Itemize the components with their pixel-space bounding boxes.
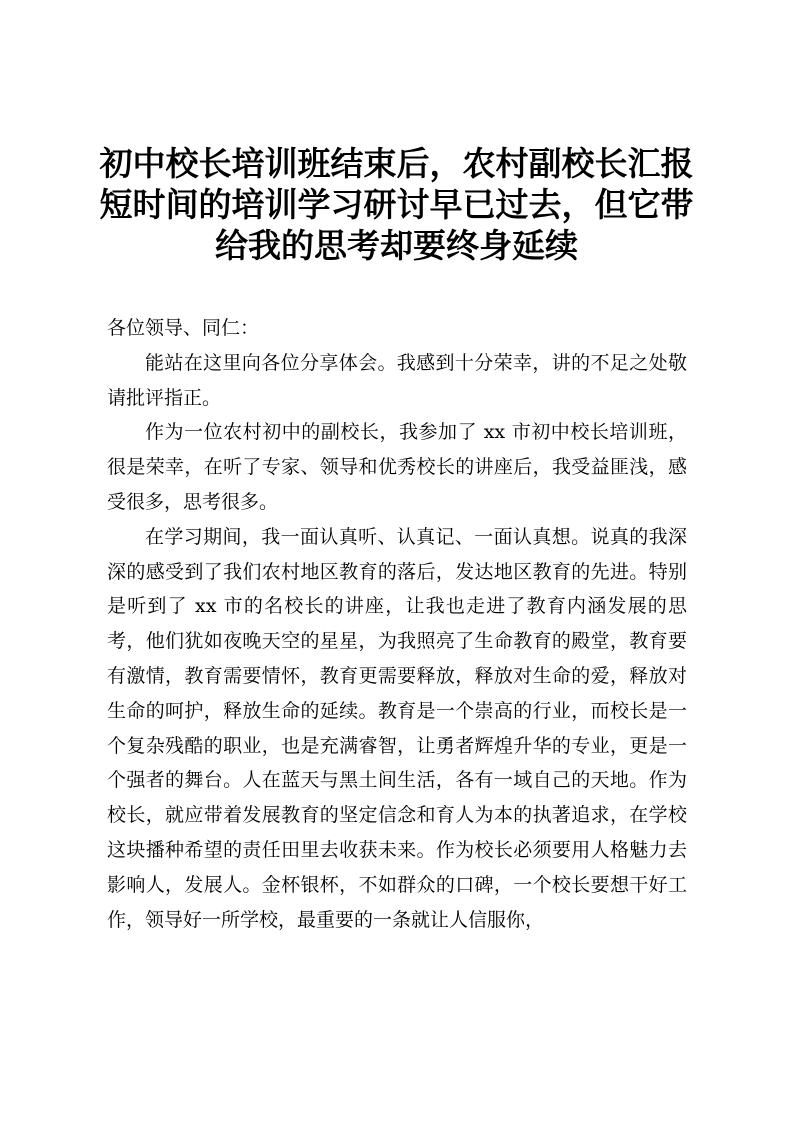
paragraph: 作为一位农村初中的副校长，我参加了 xx 市初中校长培训班，很是荣幸，在听了专家、领导和优秀校长的讲座后，我受益匪浅，感受很多，思考很多。 — [107, 421, 687, 513]
salutation: 各位领导、同仁： — [107, 317, 260, 339]
paragraph: 在学习期间，我一面认真听、认真记、一面认真想。说真的我深深的感受到了我们农村地区教育的落后，发达地区教育的先进。特别是听到了 xx 市的名校长的讲座，让我也走进了教育内涵发展的思考，他们犹如夜晚天空的星星，为我照亮了生命教育的殿堂，教育要有激情，教育需要情怀，教育更需要释放，释放对生命的爱，释放对生命的呵护，释放生命的延续。教育是一个崇高的行业，而校长是一个复杂残酷的职业，也是充满睿智，让勇者辉煌升华的专业，更是一个强者的舞台。人在蓝天与黑土间生活，各有一域自己的天地。作为校长，就应带着发展教育的坚定信念和育人为本的执著追求，在学校这块播种希望的责任田里去收获未来。作为校长必须要用人格魅力去影响人，发展人。金杯银杯，不如群众的口碑，一个校长要想干好工作，领导好一所学校，最重要的一条就让人信服你， — [107, 525, 687, 931]
paragraph: 能站在这里向各位分享体会。我感到十分荣幸，讲的不足之处敬请批评指正。 — [107, 351, 687, 409]
document-body — [107, 311, 687, 937]
document-title: 初中校长培训班结束后，农村副校长汇报短时间的培训学习研讨早已过去，但它带给我的思考却要终身延续 — [99, 144, 694, 265]
